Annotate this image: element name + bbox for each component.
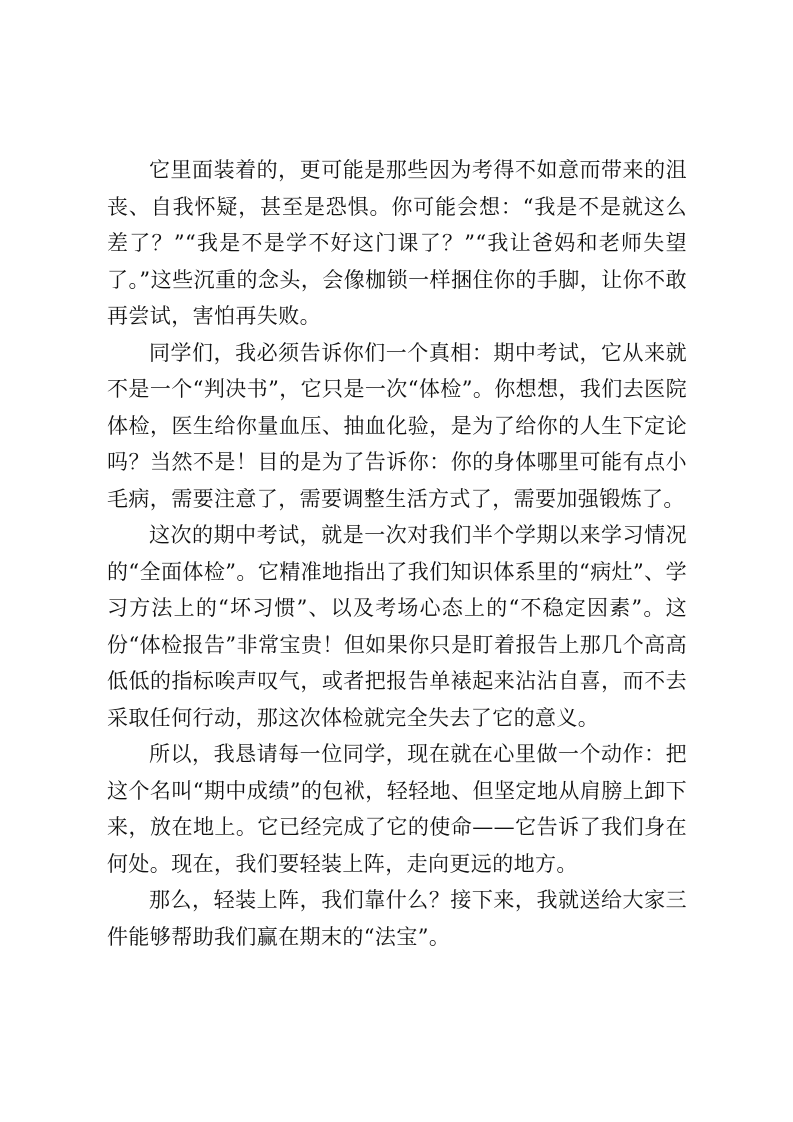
paragraph-5: 那么，轻装上阵，我们靠什么？接下来，我就送给大家三件能够帮助我们赢在期末的“法宝”。 [107,888,687,949]
paragraph-2: 同学们，我必须告诉你们一个真相：期中考试，它从来就不是一个“判决书”，它只是一次“体检”。你想想，我们去医院体检，医生给你量血压、抽血化验，是为了给你的人生下定论吗？当然不是！目的是为了告诉你：你的身体哪里可能有点小毛病，需要注意了，需要调整生活方式了，需要加强锻炼了。 [107,340,687,511]
paragraph-1: 它里面装着的，更可能是那些因为考得不如意而带来的沮丧、自我怀疑，甚至是恐惧。你可能会想：“我是不是就这么差了？”“我是不是学不好这门课了？”“我让爸妈和老师失望了。”这些沉重的念头，会像枷锁一样捆住你的手脚，让你不敢再尝试，害怕再失败。 [107,158,687,328]
paragraph-4: 所以，我恳请每一位同学，现在就在心里做一个动作：把这个名叫“期中成绩”的包袱，轻轻地、但坚定地从肩膀上卸下来，放在地上。它已经完成了它的使命——它告诉了我们身在何处。现在，我们要轻装上阵，走向更远的地方。 [107,742,687,876]
document-body [107,152,687,955]
paragraph-3: 这次的期中考试，就是一次对我们半个学期以来学习情况的“全面体检”。它精准地指出了我们知识体系里的“病灶”、学习方法上的“坏习惯”、以及考场心态上的“不稳定因素”。这份“体检报告”非常宝贵！但如果你只是盯着报告上那几个高高低低的指标唉声叹气，或者把报告单裱起来沾沾自喜，而不去采取任何行动，那这次体检就完全失去了它的意义。 [107,523,687,730]
